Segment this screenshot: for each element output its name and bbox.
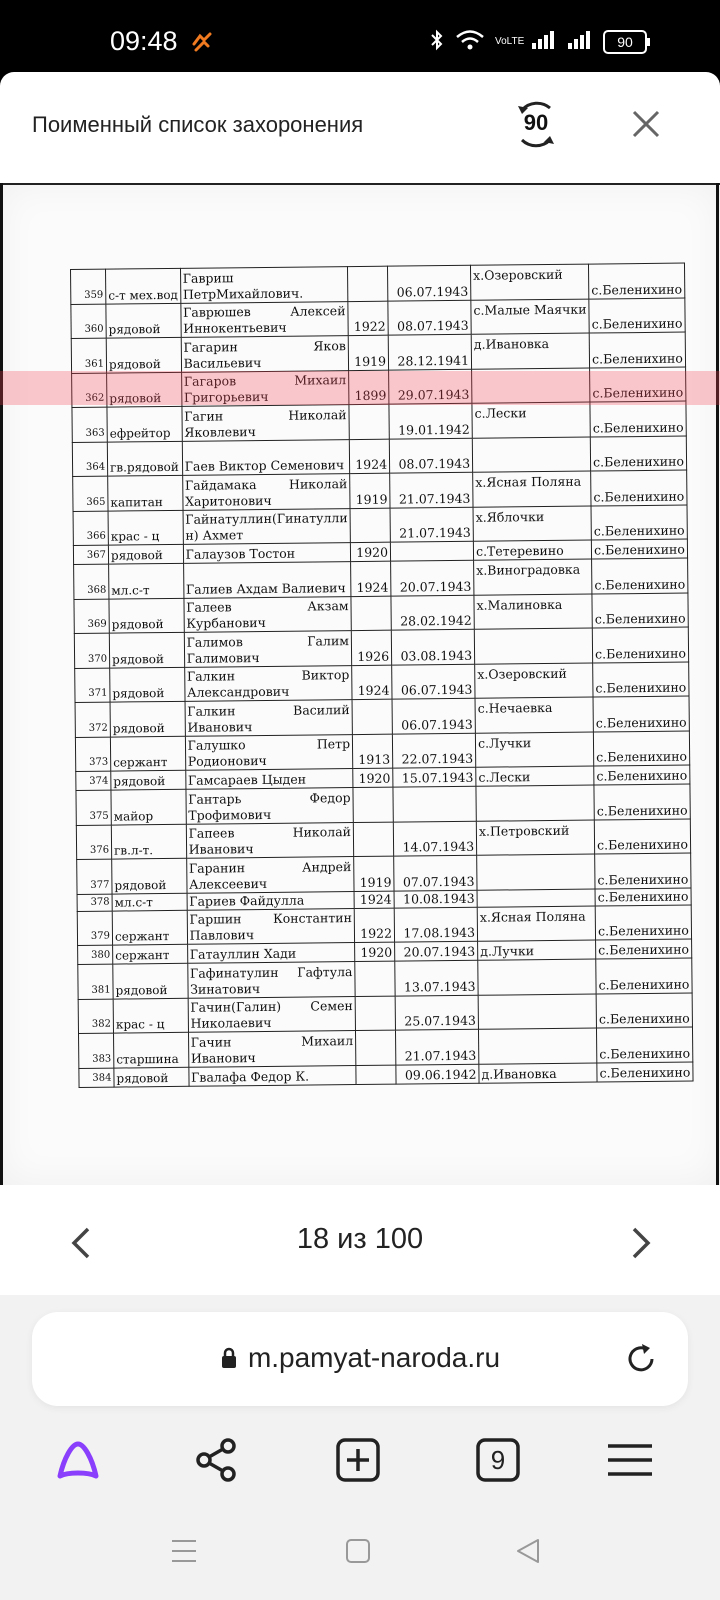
table-row — [72, 401, 686, 442]
cell-burial: с.Беленихино — [595, 888, 691, 906]
cell-name: Гамсараев Цыден — [185, 769, 353, 790]
cell-date: 14.07.1943 — [393, 821, 476, 856]
cell-burial: с.Беленихино — [597, 1062, 693, 1082]
cell-date: 15.07.1943 — [393, 767, 476, 787]
cell-date: 17.08.1943 — [394, 907, 477, 942]
cell-date: 25.07.1943 — [395, 995, 478, 1030]
cell-burial: с.Беленихино — [596, 939, 692, 959]
cell-date: 03.08.1943 — [391, 629, 474, 664]
cell-place — [478, 994, 596, 1030]
cell-place: с.Нечаевка — [475, 697, 593, 733]
table-row — [77, 905, 691, 946]
status-time: 09:48 — [110, 26, 178, 56]
cell-burial: с.Беленихино — [590, 436, 686, 472]
tabs-button[interactable] — [468, 1430, 528, 1490]
cell-name: Гапеев Николай Иванович — [186, 822, 354, 858]
battery-indicator: 90 — [603, 30, 647, 54]
cell-year — [350, 508, 390, 543]
cell-place: д.Ивановка — [479, 1063, 597, 1083]
cell-n: 368 — [74, 564, 109, 599]
volte-label: VoLTE — [495, 36, 525, 47]
wifi-icon — [455, 28, 485, 56]
cell-rank: рядовой — [108, 544, 183, 564]
table-row — [71, 298, 685, 339]
table-row — [74, 593, 688, 634]
cell-place — [477, 854, 595, 890]
table-row — [76, 784, 690, 825]
cell-burial: с.Беленихино — [593, 662, 689, 698]
alice-icon — [52, 1438, 104, 1482]
cell-n: 381 — [78, 964, 113, 999]
cell-rank: рядовой — [107, 372, 182, 407]
cell-name: Галиев Ахдам Валиевич — [183, 562, 351, 598]
cell-name: Гафинатулин Гафтула Зинатович — [187, 962, 355, 998]
cell-n: 374 — [76, 771, 111, 790]
cell-n: 378 — [77, 894, 112, 911]
cell-rank: гв.л-т. — [111, 824, 186, 859]
cell-rank: майор — [111, 789, 186, 824]
table-row — [76, 819, 690, 860]
cell-date: 22.07.1943 — [392, 733, 475, 768]
cell-date: 21.07.1943 — [390, 507, 473, 542]
cell-year: 1924 — [351, 561, 391, 596]
cell-date: 06.07.1943 — [392, 698, 475, 733]
cell-name: Гвалафа Федор К. — [188, 1065, 356, 1086]
cell-burial: с.Беленихино — [597, 1027, 693, 1063]
cell-n: 371 — [75, 668, 110, 703]
cell-burial: с.Беленихино — [592, 558, 688, 594]
cell-date: 09.06.1942 — [396, 1064, 479, 1084]
cell-year: 1920 — [350, 542, 390, 561]
cell-date: 28.02.1942 — [391, 595, 474, 630]
cell-year: 1926 — [351, 630, 391, 665]
cell-rank: сержант — [110, 736, 185, 771]
cell-year — [355, 961, 395, 996]
cell-year: 1919 — [348, 335, 388, 370]
scan-left-edge — [0, 183, 3, 1185]
cell-name: Гаев Виктор Семенович — [182, 439, 350, 475]
cell-year — [352, 699, 392, 734]
cell-date: 21.07.1943 — [390, 472, 473, 507]
cell-place: х.Озеровский — [475, 663, 593, 699]
new-tab-button[interactable] — [328, 1430, 388, 1490]
home-button[interactable] — [344, 1537, 372, 1569]
table-row — [75, 696, 689, 737]
url-text: m.pamyat-naroda.ru — [247, 1342, 501, 1373]
recents-button[interactable] — [170, 1537, 198, 1569]
cell-name: Гатауллин Хади — [187, 943, 355, 964]
table-row — [78, 958, 692, 999]
table-row — [75, 731, 689, 772]
document-viewer[interactable] — [0, 183, 720, 1185]
cell-burial: с.Беленихино — [591, 470, 687, 506]
cell-place: х.Озеровский — [471, 264, 589, 300]
cell-year — [353, 787, 393, 822]
cell-place — [472, 437, 590, 473]
cell-burial: с.Беленихино — [589, 298, 685, 334]
cell-name: Гаврюшев Алексей Иннокентьевич — [180, 301, 348, 337]
cell-rank: рядовой — [111, 770, 186, 790]
share-icon — [192, 1436, 240, 1484]
reload-button[interactable] — [622, 1340, 660, 1378]
cell-place: х.Ясная Поляна — [473, 471, 591, 507]
cell-n: 365 — [73, 476, 108, 511]
cell-burial: с.Беленихино — [595, 853, 691, 889]
cell-burial: с.Беленихино — [592, 627, 688, 663]
cell-burial: с.Беленихино — [589, 263, 685, 299]
cell-date: 19.01.1942 — [389, 403, 472, 438]
cell-n: 366 — [73, 511, 108, 546]
cell-burial: с.Беленихино — [592, 593, 688, 629]
menu-button[interactable] — [600, 1430, 660, 1490]
table-row — [72, 436, 686, 477]
cell-n: 377 — [77, 859, 112, 894]
cell-burial: с.Беленихино — [590, 401, 686, 437]
cell-n: 382 — [78, 999, 113, 1034]
cell-year: 1924 — [352, 665, 392, 700]
cell-place: с.Тетеревино — [473, 540, 591, 560]
cell-name: Галеев Акзам Курбанович — [184, 596, 352, 632]
cell-n: 359 — [71, 269, 106, 304]
cell-name: Гайдамака Николай Харитонович — [182, 474, 350, 510]
cell-place: с.Малые Маячки — [471, 299, 589, 335]
cell-name: Гачин(Галин) Семен Николаевич — [188, 996, 356, 1032]
cell-place — [478, 959, 596, 995]
cell-year: 1919 — [354, 856, 394, 891]
cell-name: Гаршин Константин Павлович — [187, 908, 355, 944]
cell-date: 20.07.1943 — [395, 941, 478, 961]
next-page-button[interactable] — [626, 1223, 656, 1263]
cell-year — [351, 596, 391, 631]
cell-rank: крас - ц — [113, 998, 188, 1033]
cell-name: Гагарин Яков Васильевич — [181, 336, 349, 372]
cell-year: 1924 — [354, 891, 394, 908]
cell-rank: сержант — [112, 910, 187, 945]
cell-n: 380 — [78, 945, 113, 964]
cell-burial: с.Беленихино — [596, 958, 692, 994]
cell-year: 1899 — [349, 370, 389, 405]
cell-rank: старшина — [114, 1032, 189, 1067]
cell-burial: с.Беленихино — [593, 696, 689, 732]
cell-n: 362 — [72, 373, 107, 408]
home-icon — [344, 1537, 372, 1565]
cell-date: 28.12.1941 — [388, 334, 471, 369]
cell-date — [393, 786, 476, 821]
cell-n: 373 — [75, 737, 110, 772]
share-button[interactable] — [186, 1430, 246, 1490]
cell-year — [356, 1030, 396, 1065]
tabs-count: 9 — [490, 1444, 506, 1475]
cell-name: Галушко Петр Родионович — [185, 734, 353, 770]
cell-name: Гариев Файдулла — [187, 891, 355, 910]
cell-rank: с-т мех.вод — [106, 268, 181, 303]
cell-n: 363 — [72, 407, 107, 442]
cell-rank: мл.с-т — [109, 563, 184, 598]
cell-year: 1919 — [350, 473, 390, 508]
cell-date: 07.07.1943 — [394, 855, 477, 890]
modal-header — [0, 72, 720, 184]
address-bar[interactable] — [32, 1312, 688, 1406]
cell-place: х.Петровский — [476, 820, 594, 856]
cell-rank: ефрейтор — [107, 406, 182, 441]
recents-icon — [170, 1537, 198, 1565]
cell-n: 364 — [72, 442, 107, 477]
cell-name: Гайнатуллин(Гинатулли н) Ахмет — [183, 508, 351, 544]
battery-cap — [647, 38, 650, 46]
browser-toolbar — [0, 1430, 720, 1500]
cell-burial: с.Беленихино — [591, 539, 687, 559]
cell-name: Гачин Михаил Иванович — [188, 1031, 356, 1067]
reload-icon — [622, 1340, 660, 1378]
table-row — [73, 505, 687, 546]
back-icon — [514, 1537, 542, 1565]
cell-burial: с.Беленихино — [595, 905, 691, 941]
cell-year: 1922 — [354, 908, 394, 943]
table-row — [74, 558, 688, 599]
cell-rank: рядовой — [110, 701, 185, 736]
cell-n: 379 — [77, 911, 112, 946]
signal-icon-2 — [567, 29, 593, 55]
cell-place: с.Лучки — [475, 732, 593, 768]
table-row — [71, 332, 685, 373]
pager — [0, 1185, 720, 1295]
scan-right-edge — [716, 183, 719, 1185]
cell-place — [474, 628, 592, 664]
app-notification-icon — [190, 30, 214, 58]
cell-year — [356, 1065, 396, 1084]
bluetooth-icon — [429, 28, 445, 56]
cell-rank: рядовой — [110, 667, 185, 702]
table-row — [78, 993, 692, 1034]
table-row — [71, 263, 685, 304]
cell-date: 20.07.1943 — [391, 560, 474, 595]
cell-n: 375 — [76, 790, 111, 825]
cell-date: 10.08.1943 — [394, 890, 477, 908]
page-title: Поименный список захоронения — [32, 112, 364, 137]
page-counter: 18 из 100 — [296, 1223, 424, 1255]
cell-burial: с.Беленихино — [590, 367, 686, 403]
rotate-button[interactable] — [508, 96, 564, 152]
cell-year — [355, 996, 395, 1031]
cell-year: 1920 — [355, 942, 395, 961]
signal-icon — [531, 29, 557, 55]
cell-date: 08.07.1943 — [389, 438, 472, 473]
cell-year: 1922 — [348, 301, 388, 336]
cell-rank: рядовой — [113, 963, 188, 998]
cell-burial: с.Беленихино — [596, 993, 692, 1029]
cell-rank: крас - ц — [108, 510, 183, 545]
system-navigation-bar — [0, 1525, 720, 1585]
cell-n: 376 — [76, 825, 111, 860]
cell-rank: рядовой — [106, 337, 181, 372]
cell-date: 21.07.1943 — [396, 1029, 479, 1064]
cell-name: Гантарь Федор Трофимович — [186, 788, 354, 824]
rotate-label: 90 — [523, 110, 549, 135]
cell-n: 372 — [75, 702, 110, 737]
table-row — [77, 853, 691, 894]
cell-date: 06.07.1943 — [392, 664, 475, 699]
cell-name: Гаранин Андрей Алексеевич — [186, 857, 354, 893]
close-button[interactable] — [626, 104, 666, 144]
cell-year: 1913 — [352, 734, 392, 769]
cell-n: 384 — [79, 1068, 114, 1087]
cell-rank: рядовой — [114, 1067, 189, 1087]
cell-place: д.Лучки — [478, 940, 596, 960]
table-row — [74, 627, 688, 668]
table-row — [73, 470, 687, 511]
cell-burial: с.Беленихино — [594, 784, 690, 820]
cell-rank: рядовой — [106, 303, 181, 338]
lock-icon — [220, 1344, 238, 1376]
menu-icon — [605, 1440, 655, 1480]
cell-name: Галимов Галим Галимович — [184, 631, 352, 667]
cell-place — [479, 1028, 597, 1064]
cell-rank: гв.рядовой — [107, 441, 182, 476]
cell-burial: с.Беленихино — [589, 332, 685, 368]
cell-rank: рядовой — [112, 858, 187, 893]
cell-date: 08.07.1943 — [388, 300, 471, 335]
back-button[interactable] — [514, 1537, 542, 1569]
cell-place: х.Ясная Поляна — [477, 906, 595, 942]
cell-name: Галкин Виктор Александрович — [184, 665, 352, 701]
table-row — [79, 1027, 693, 1068]
cell-year — [349, 404, 389, 439]
scan-border — [0, 183, 720, 185]
cell-date: 06.07.1943 — [388, 265, 471, 300]
cell-rank: сержант — [113, 944, 188, 964]
cell-burial: с.Беленихино — [591, 505, 687, 541]
chevron-right-icon — [626, 1223, 656, 1263]
cell-n: 361 — [71, 338, 106, 373]
cell-year — [353, 822, 393, 857]
cell-date: 13.07.1943 — [395, 960, 478, 995]
cell-n: 367 — [73, 545, 108, 564]
scanned-page — [0, 183, 720, 1185]
cell-rank: мл.с-т — [112, 893, 187, 911]
cell-place: д.Ивановка — [471, 333, 589, 369]
cell-n: 383 — [79, 1033, 114, 1068]
alice-button[interactable] — [48, 1430, 108, 1490]
new-tab-icon — [334, 1436, 382, 1484]
cell-name: Галаузов Тостон — [183, 543, 351, 564]
cell-n: 369 — [74, 599, 109, 634]
cell-rank: рядовой — [109, 598, 184, 633]
cell-name: Галкин Василий Иванович — [185, 700, 353, 736]
cell-name: Гагин Николай Яковлевич — [182, 405, 350, 441]
cell-n: 360 — [71, 304, 106, 339]
cell-place: с.Лески — [476, 766, 594, 786]
cell-place — [477, 889, 595, 907]
cell-place — [476, 785, 594, 821]
cell-name: Гагаров Михаил Григорьевич — [181, 370, 349, 406]
cell-burial: с.Беленихино — [594, 765, 690, 785]
cell-place: х.Яблочки — [473, 506, 591, 542]
cell-place: х.Малиновка — [474, 594, 592, 630]
cell-date: 29.07.1943 — [389, 369, 472, 404]
cell-year: 1924 — [349, 439, 389, 474]
cell-place: х.Виноградовка — [474, 559, 592, 595]
cell-date — [390, 541, 473, 561]
cell-place: с.Лески — [472, 402, 590, 438]
cell-burial: с.Беленихино — [594, 819, 690, 855]
search-highlight — [0, 371, 720, 405]
cell-year: 1920 — [353, 768, 393, 787]
cell-n: 370 — [74, 633, 109, 668]
cell-burial: с.Беленихино — [593, 731, 689, 767]
cell-year — [348, 266, 388, 301]
cell-rank: рядовой — [109, 632, 184, 667]
cell-rank: капитан — [108, 475, 183, 510]
close-icon — [626, 104, 666, 144]
cell-name: Гавриш ПетрМихайлович. — [180, 267, 348, 303]
table-row — [75, 662, 689, 703]
